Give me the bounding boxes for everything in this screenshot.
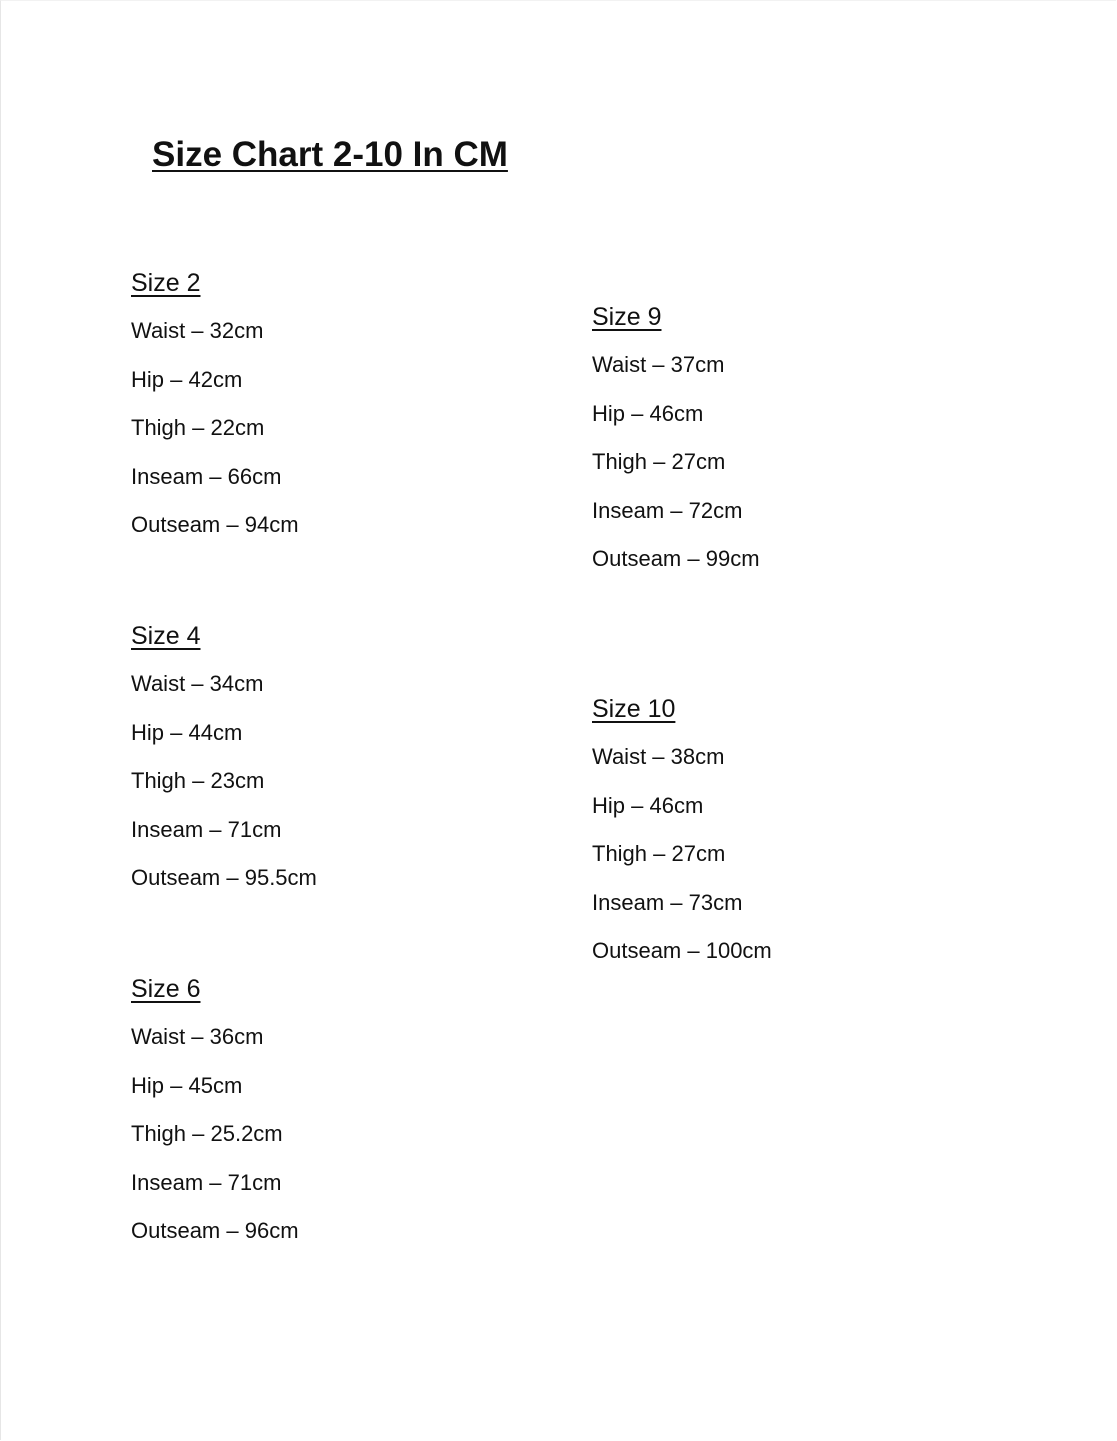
outseam-measurement: Outseam – 96cm [131,1218,299,1243]
size-heading: Size 4 [131,622,201,650]
size-4-section [131,621,317,891]
measurement-list [131,1024,299,1244]
size-6-section [131,974,299,1244]
hip-measurement: Hip – 42cm [131,366,243,392]
waist-measurement: Waist – 34cm [131,671,264,696]
hip-measurement: Hip – 45cm [131,1072,243,1098]
hip-measurement: Hip – 46cm [592,400,704,426]
thigh-measurement: Thigh – 23cm [131,768,265,793]
size-10-section [592,694,772,964]
outseam-measurement: Outseam – 95.5cm [131,865,317,890]
measurement-list [592,744,772,964]
waist-measurement: Waist – 36cm [131,1024,264,1049]
inseam-measurement: Inseam – 72cm [592,497,743,523]
inseam-measurement: Inseam – 71cm [131,1169,282,1195]
waist-measurement: Waist – 38cm [592,744,725,769]
inseam-measurement: Inseam – 73cm [592,889,743,915]
page-title: Size Chart 2-10 In CM [152,135,508,174]
size-heading: Size 9 [592,303,662,331]
measurement-list [592,352,760,572]
size-2-section [131,268,299,538]
measurement-list [131,671,317,891]
outseam-measurement: Outseam – 99cm [592,546,760,571]
outseam-measurement: Outseam – 94cm [131,512,299,537]
waist-measurement: Waist – 37cm [592,352,725,377]
inseam-measurement: Inseam – 66cm [131,463,282,489]
thigh-measurement: Thigh – 27cm [592,841,726,866]
inseam-measurement: Inseam – 71cm [131,816,282,842]
hip-measurement: Hip – 46cm [592,792,704,818]
size-9-section [592,302,760,572]
measurement-list [131,318,299,538]
size-heading: Size 2 [131,269,201,297]
thigh-measurement: Thigh – 25.2cm [131,1121,283,1146]
size-heading: Size 10 [592,695,676,723]
thigh-measurement: Thigh – 27cm [592,449,726,474]
thigh-measurement: Thigh – 22cm [131,415,265,440]
hip-measurement: Hip – 44cm [131,719,243,745]
size-heading: Size 6 [131,975,201,1003]
waist-measurement: Waist – 32cm [131,318,264,343]
outseam-measurement: Outseam – 100cm [592,938,772,963]
